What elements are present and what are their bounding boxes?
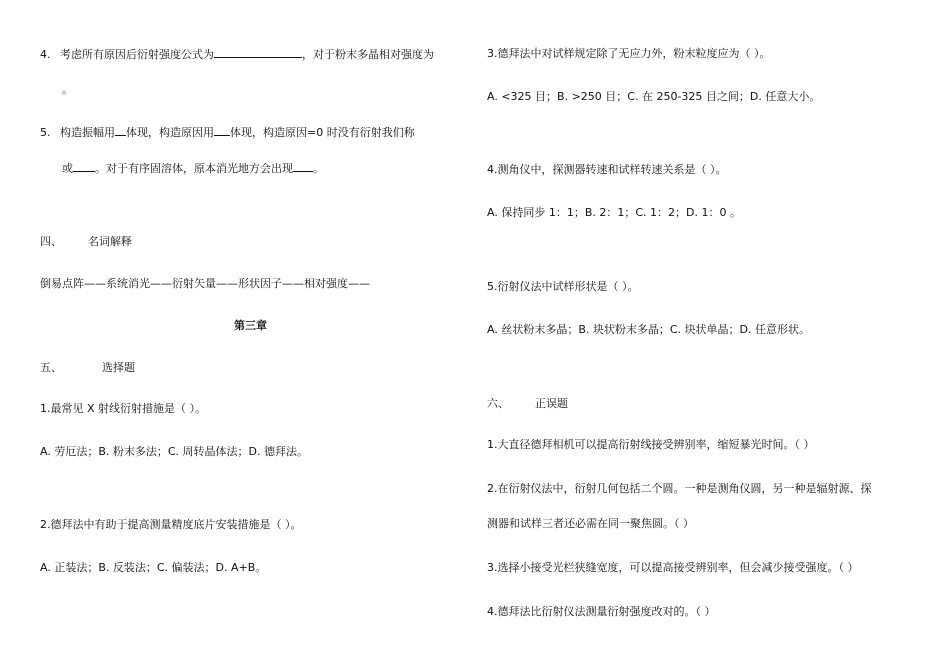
- question-text: 体现，构造原因用: [126, 126, 214, 139]
- mc-options-3: A. <325 目；B. >250 目；C. 在 250-325 目之间；D. 任意大小。: [487, 90, 821, 103]
- question-number: 4.: [40, 48, 51, 61]
- question-5-cont: [62, 160, 324, 177]
- mc-question-4: 4.测角仪中，探测器转速和试样转速关系是（ ）。: [487, 163, 727, 176]
- mc-question-2: 2.德拜法中有助于提高测量精度底片安装措施是（ ）。: [40, 518, 302, 531]
- mc-options-5: A. 丝状粉末多晶；B. 块状粉末多晶；C. 块状单晶；D. 任意形状。: [487, 323, 810, 336]
- section-heading-5: [40, 360, 135, 376]
- section-title: 名词解释: [88, 235, 132, 248]
- question-number: 5.: [40, 126, 51, 139]
- question-text: 考虑所有原因后衍射强度公式为: [60, 48, 214, 61]
- answer-blank: [214, 124, 230, 136]
- answer-blank: [293, 160, 313, 172]
- section-number: 四、: [40, 235, 62, 248]
- question-text: 或: [62, 162, 73, 175]
- question-text: 。对于有序固溶体，原本消光地方会出现: [95, 162, 293, 175]
- section-number: 五、: [40, 361, 62, 374]
- answer-blank: [214, 46, 302, 58]
- question-5: [40, 124, 415, 141]
- question-text: 构造振幅用: [60, 126, 115, 139]
- question-text: ，对于粉末多晶相对强度为: [302, 48, 434, 61]
- mc-question-1: 1.最常见 X 射线衍射措施是（ ）。: [40, 402, 207, 415]
- mc-options-1: A. 劳厄法；B. 粉末多法；C. 周转晶体法；D. 德拜法。: [40, 445, 308, 458]
- question-4-end: 。: [62, 83, 73, 96]
- chapter-title: 第三章: [234, 319, 267, 332]
- answer-blank: [115, 124, 126, 136]
- section-heading-4: [40, 234, 132, 250]
- answer-blank: [73, 160, 95, 172]
- mc-question-3: 3.德拜法中对试样规定除了无应力外，粉末粒度应为（ ）。: [487, 47, 771, 60]
- tf-statement-4: 4.德拜法比衍射仪法测量衍射强度改对的。（ ）: [487, 605, 716, 618]
- question-text: 体现，构造原因=0 时没有衍射我们称: [230, 126, 415, 139]
- mc-options-4: A. 保持同步 1：1；B. 2：1；C. 1：2；D. 1：0 。: [487, 206, 741, 219]
- tf-statement-3: 3.选择小接受光栏狭缝宽度，可以提高接受辨别率，但会减少接受强度。（ ）: [487, 561, 859, 574]
- section-heading-6: [487, 396, 568, 412]
- question-4: [40, 46, 434, 63]
- section-title: 选择题: [102, 361, 135, 374]
- section-title: 正误题: [535, 397, 568, 410]
- mc-question-5: 5.衍射仪法中试样形状是（ ）。: [487, 280, 639, 293]
- section-number: 六、: [487, 397, 509, 410]
- tf-statement-1: 1.大直径德拜相机可以提高衍射线接受辨别率，缩短暴光时间。（ ）: [487, 438, 815, 451]
- terms-line: 倒易点阵——系统消光——衍射矢量——形状因子——相对强度——: [40, 277, 370, 290]
- mc-options-2: A. 正装法；B. 反装法；C. 偏装法；D. A+B。: [40, 561, 267, 574]
- tf-statement-2-cont: 测器和试样三者还必需在同一聚焦圆。（ ）: [487, 517, 694, 530]
- question-text: 。: [313, 162, 324, 175]
- tf-statement-2: 2.在衍射仪法中，衍射几何包括二个圆。一种是测角仪圆，另一种是辐射源、探: [487, 482, 872, 495]
